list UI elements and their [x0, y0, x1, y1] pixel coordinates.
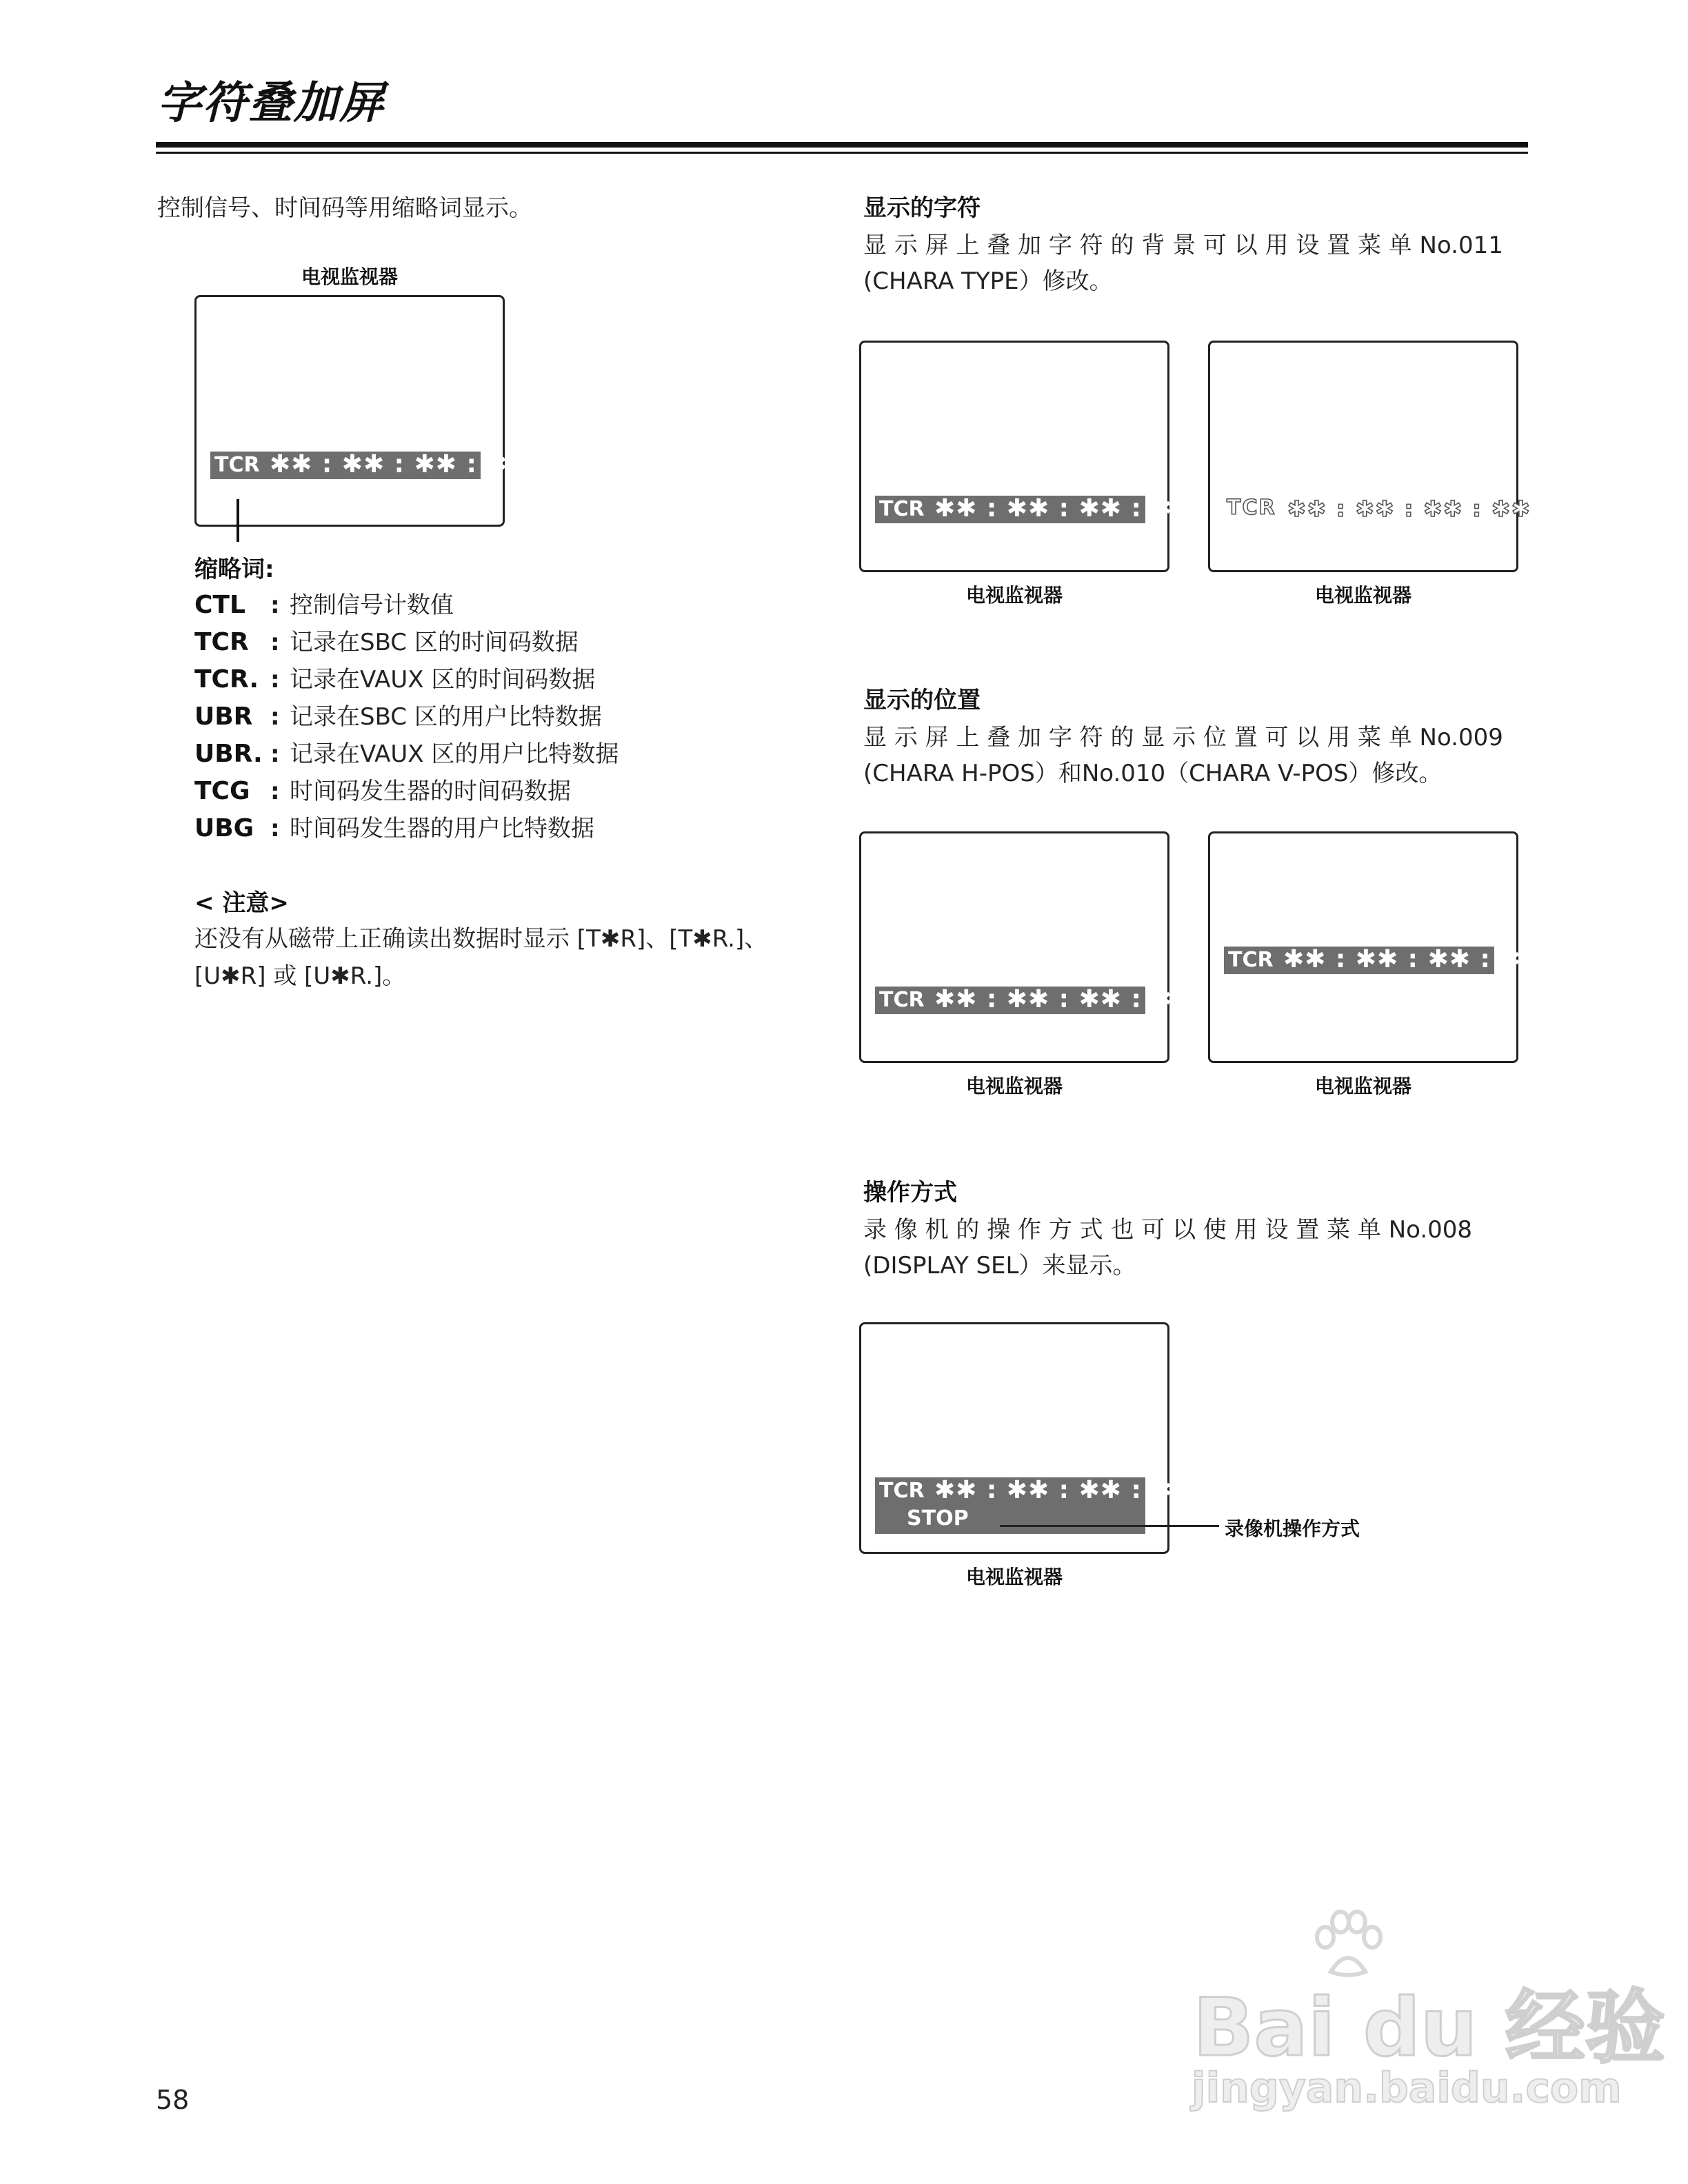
- abbrev-colon: :: [270, 778, 280, 805]
- header-rule-thin: [156, 152, 1528, 154]
- section-chars-heading: 显示的字符: [863, 194, 981, 222]
- timecode-bar: [875, 494, 1194, 523]
- timecode-label: TCR: [1228, 948, 1274, 972]
- timecode-label: TCR: [214, 453, 260, 477]
- header-rule-thick: [156, 142, 1528, 148]
- page-title: 字符叠加屏: [157, 78, 385, 129]
- abbrev-desc: 记录在SBC 区的用户比特数据: [290, 703, 602, 731]
- abbrev-desc: 时间码发生器的用户比特数据: [290, 815, 594, 842]
- section-position-line-1: 显 示 屏 上 叠 加 字 符 的 显 示 位 置 可 以 用 菜 单 No.009: [863, 724, 1503, 751]
- abbrev-key: TCR: [194, 628, 249, 656]
- timecode-bar: [1224, 945, 1543, 974]
- abbrev-key: UBG: [194, 814, 254, 842]
- section-position-heading: 显示的位置: [863, 687, 981, 714]
- tv-monitor-type-solid: [859, 341, 1194, 572]
- tv-monitor-pos-bottom: [859, 831, 1194, 1063]
- timecode-value: ✱✱ : ✱✱ : ✱✱ : ✱✱: [270, 450, 530, 478]
- monitor-caption: 电视监视器: [1314, 1075, 1411, 1098]
- timecode-value: ✱✱ : ✱✱ : ✱✱ : ✱✱: [934, 494, 1194, 523]
- tv-monitor-type-outline: [1208, 341, 1531, 572]
- note-heading: < 注意>: [194, 889, 289, 917]
- abbrev-key: CTL: [194, 591, 245, 619]
- abbrev-heading: 缩略词:: [194, 556, 274, 583]
- monitor-caption: 电视监视器: [965, 584, 1063, 607]
- abbrev-colon: :: [270, 815, 280, 842]
- watermark-url: jingyan.baidu.com: [1192, 2064, 1622, 2112]
- timecode-label: TCR: [879, 988, 925, 1012]
- timecode-bar: [210, 450, 530, 479]
- timecode-label: TCR: [1227, 496, 1276, 520]
- timecode-value: ✱✱ : ✱✱ : ✱✱ : ✱✱: [934, 985, 1194, 1013]
- section-chars-line-2: (CHARA TYPE）修改。: [863, 267, 1113, 295]
- abbrev-colon: :: [270, 592, 280, 619]
- abbrev-key: TCR.: [194, 665, 259, 694]
- watermark-brand: Bai du 经验: [1193, 1981, 1665, 2074]
- timecode-value: ✱✱ : ✱✱ : ✱✱ : ✱✱: [1287, 496, 1531, 522]
- timecode-value: ✱✱ : ✱✱ : ✱✱ : ✱✱: [1283, 945, 1543, 973]
- abbrev-desc: 记录在VAUX 区的用户比特数据: [290, 740, 619, 768]
- abbrev-key: UBR: [194, 702, 253, 731]
- abbrev-colon: :: [270, 740, 280, 768]
- section-position-line-2: (CHARA H-POS）和No.010（CHARA V-POS）修改。: [863, 760, 1443, 787]
- abbrev-desc: 时间码发生器的时间码数据: [290, 778, 571, 805]
- abbrev-colon: :: [270, 666, 280, 694]
- note-line-1: 还没有从磁带上正确读出数据时显示 [T✱R]、[T✱R.]、: [194, 925, 768, 953]
- section-chars-line-1: 显 示 屏 上 叠 加 字 符 的 背 景 可 以 用 设 置 菜 单 No.011: [863, 232, 1503, 259]
- abbrev-colon: :: [270, 703, 280, 731]
- intro-text: 控制信号、时间码等用缩略词显示。: [157, 194, 532, 222]
- tv-monitor-mode: [859, 1322, 1194, 1554]
- callout-line-vertical: [237, 499, 239, 542]
- timecode-label: TCR: [879, 497, 925, 521]
- tv-monitor-pos-middle: [1208, 831, 1543, 1063]
- tv-monitor-main: [194, 295, 530, 527]
- abbrev-key: TCG: [194, 777, 250, 805]
- callout-line-horizontal: [1000, 1525, 1219, 1527]
- mode-stop-label: STOP: [907, 1506, 969, 1530]
- note-line-2: [U✱R] 或 [U✱R.]。: [194, 962, 406, 990]
- abbrev-colon: :: [270, 629, 280, 656]
- timecode-outline: [1227, 496, 1531, 523]
- abbrev-desc: 记录在SBC 区的时间码数据: [290, 629, 579, 656]
- section-mode-heading: 操作方式: [863, 1179, 957, 1206]
- monitor-caption: 电视监视器: [965, 1075, 1063, 1098]
- section-mode-line-1: 录 像 机 的 操 作 方 式 也 可 以 使 用 设 置 菜 单 No.008: [863, 1216, 1473, 1244]
- monitor-caption-main: 电视监视器: [301, 265, 398, 288]
- monitor-caption: 电视监视器: [1314, 584, 1411, 607]
- section-mode-line-2: (DISPLAY SEL）来显示。: [863, 1252, 1136, 1280]
- page-number: 58: [156, 2085, 190, 2115]
- monitor-caption: 电视监视器: [965, 1566, 1063, 1588]
- timecode-label: TCR: [879, 1479, 925, 1503]
- abbrev-desc: 记录在VAUX 区的时间码数据: [290, 666, 596, 694]
- abbrev-desc: 控制信号计数值: [290, 592, 454, 619]
- timecode-bar: [875, 985, 1194, 1014]
- timecode-value: ✱✱ : ✱✱ : ✱✱ : ✱✱: [934, 1476, 1194, 1504]
- abbrev-key: UBR.: [194, 740, 263, 768]
- mode-callout-label: 录像机操作方式: [1225, 1517, 1360, 1540]
